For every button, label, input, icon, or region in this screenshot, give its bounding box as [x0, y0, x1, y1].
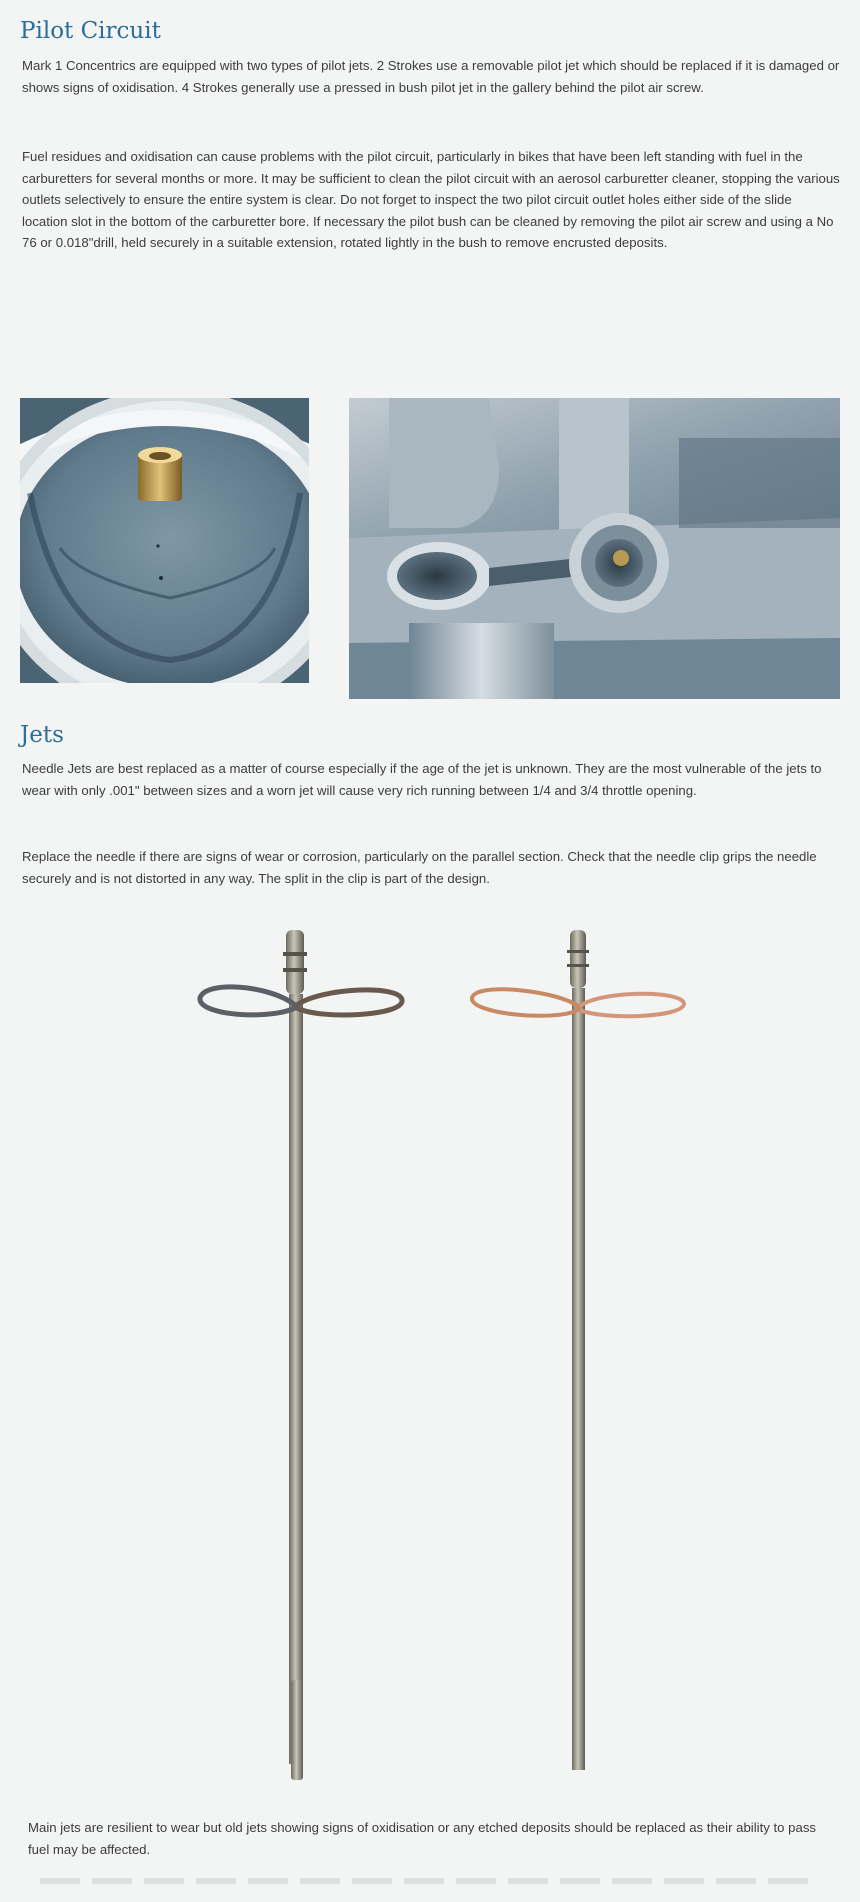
- jet-needles-photo: [170, 920, 710, 1790]
- pilot-circuit-paragraph-2: Fuel residues and oxidisation can cause problems with the pilot circuit, particularly in bikes that have been left standing with fuel in the carburetters for several months or more. It may be sufficient to clean the pilot circuit with an aerosol carburetter cleaner, stopping the various outlets selectively to ensure the entire system is clear. Do not forget to inspect the two pilot circuit outlet holes either side of the slide location slot in the bottom of the carburetter bore. If necessary the pilot bush can be cleaned by removing the pilot air screw and using a No 76 or 0.018"drill, held securely in a suitable extension, rotated lightly in the bush to remove encrusted deposits.: [22, 149, 840, 250]
- cut-off-text-line: [40, 1878, 820, 1884]
- pilot-circuit-heading: Pilot Circuit: [20, 18, 161, 44]
- jets-heading: Jets: [20, 722, 64, 748]
- jets-paragraph-1: Needle Jets are best replaced as a matter of course especially if the age of the jet is unknown. They are the most vulnerable of the jets to wear with only .001" between sizes and a worn jet will cause very rich running between 1/4 and 3/4 throttle opening.: [22, 761, 822, 798]
- needle-right: [472, 930, 684, 1770]
- jets-paragraph-2: Replace the needle if there are signs of wear or corrosion, particularly on the parallel section. Check that the needle clip grips the needle securely and is not distorted in any way. The split in the clip is part of the design.: [22, 849, 817, 886]
- jets-paragraph-3: Main jets are resilient to wear but old jets showing signs of oxidisation or any etched deposits should be replaced as their ability to pass fuel may be affected.: [28, 1820, 817, 1857]
- carburetter-body-photo: [349, 398, 840, 699]
- needle-left: [200, 930, 402, 1780]
- carburetter-bore-photo: [20, 398, 309, 683]
- pilot-circuit-paragraph-1: Mark 1 Concentrics are equipped with two types of pilot jets. 2 Strokes use a removable pilot jet which should be replaced if it is damaged or shows signs of oxidisation. 4 Strokes generally use a pressed in bush pilot jet in the gallery behind the pilot air screw.: [22, 58, 840, 95]
